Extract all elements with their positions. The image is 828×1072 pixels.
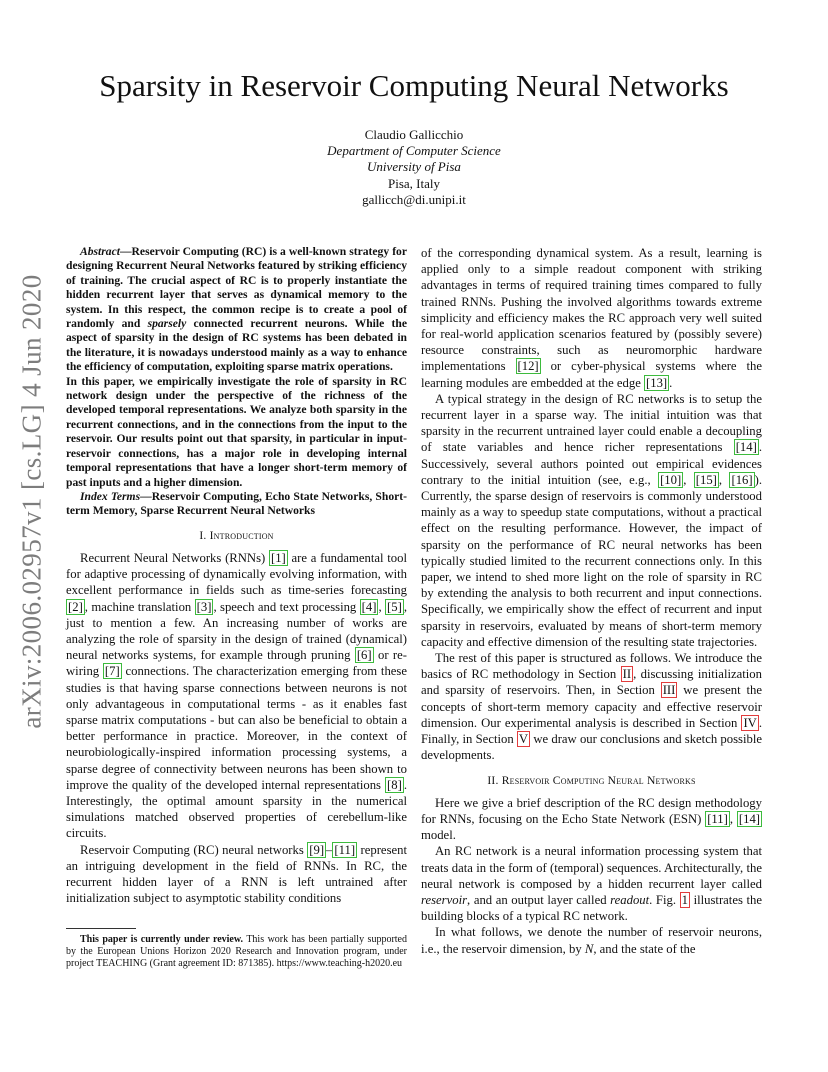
author-university: University of Pisa — [367, 159, 461, 175]
author-location: Pisa, Italy — [388, 175, 440, 191]
intro-paragraph-2: Reservoir Computing (RC) neural networks [9] – [11] represent an intriguing development in the field of RNNs. In RC, the recurrent hidden layer of a RNN is left untrained after initialization subject to asymptotic stability conditions — [66, 842, 408, 906]
section-link[interactable]: V — [518, 732, 529, 747]
index-terms-label: Index Terms — [80, 489, 141, 503]
author-department: Department of Computer Science — [327, 143, 501, 159]
citation-link[interactable]: [8] — [387, 777, 402, 792]
paper-title: Sparsity in Reservoir Computing Neural Networks — [99, 68, 729, 103]
section-link[interactable]: IV — [743, 715, 757, 730]
citation-link[interactable]: [1] — [270, 550, 286, 565]
intro-paragraph-3: A typical strategy in the design of RC networks is to setup the recurrent layer in a sparse way. The initial intuition was that sparsity in the recurrent untrained layer could enable a decoupling of state variables and hence richer representations [14] . Successively, several authors pointed out empirical evidences contrary to the initial intuition (see, e.g., [10] , [15] , [16] ). Currently, the sparse design of reservoirs is commonly understood mainly as a way to speedup state computations, without a practical effect on the resulting performance. However, the impact of sparsity on the performance of RC neural networks has been typically studied limited to the recurrent connections only. In this paper, we intend to shed more light on the role of sparsity in RC by extending the analysis to both recurrent and input connections. Specifically, we empirically show the effect of recurrent and input sparsity in reservoirs, evaluated by means of short-term memory capacity and effective dimension of the resulting state trajectories. — [421, 391, 763, 649]
section-link[interactable]: II — [622, 667, 632, 682]
abstract-paragraph-2: In this paper, we empirically investigate the role of sparsity in RC network design under the perspective of the richness of the developed temporal representations. We analyze both sparsity in the recurrent connections, and in the connections from the input to the reservoir. Our results point out that sparsity, in particular in input-reservoir connections, has a major role in developing internal temporal representations that have a longer short-term memory of past inputs and a higher dimension. — [66, 374, 407, 489]
rc-paragraph-1: Here we give a brief description of the RC design methodology for RNNs, focusing on the Echo State Network (ESN) [11] , [14] model. — [421, 795, 762, 843]
citation-link[interactable]: [14] — [735, 440, 757, 455]
citation-link[interactable]: [7] — [104, 664, 120, 679]
left-column — [66, 245, 407, 969]
intro-paragraph-1: Recurrent Neural Networks (RNNs) [1] are a fundamental tool for adaptive processing of dynamically evolving information, with excellent performance in fields such as time-series forecasting [2] , machine translation [3] , speech and text processing [4] , [5] , just to mention a few. An increasing number of works are analyzing the role of sparsity in the design of trained (dynamical) neural networks systems, for example through pruning [6] or re-wiring [7] connections. The characterization emerging from these studies is that having sparse connections between neurons is not only advantageous in computational terms - as it enables fast sparse matrix computations - but can also be beneficial to obtain a better performance in practice. Moreover, in the context of neurobiologically-inspired information processing systems, a sparse degree of connectivity between neurons has been shown to improve the quality of the developed internal representations [8] . Interestingly, the optimal amount sparsity in the numerical simulations matched observed properties of cerebellum-like circuits. — [66, 550, 407, 841]
citation-link[interactable]: [14] — [738, 811, 761, 826]
citation-link[interactable]: [4] — [361, 599, 377, 614]
right-column — [421, 245, 762, 957]
footnote: This paper is currently under review. This work has been partially supported by the European Unions Horizon 2020 Research and Innovation program, under project TEACHING (Grant agreement ID: 871385). https://www.teaching-h2020.eu — [66, 934, 407, 969]
citation-link[interactable]: [5] — [387, 599, 402, 614]
citation-link[interactable]: [10] — [660, 472, 682, 487]
rc-paragraph-2: An RC network is a neural information processing system that treats data in the form of (temporal) sequences. Architecturally, the neural network is composed by a hidden recurrent layer called reservoir, and an output layer called readout. Fig. 1 illustrates the building blocks of a typical RC network. — [421, 844, 762, 924]
figure-link[interactable]: 1 — [681, 892, 688, 907]
citation-link[interactable]: [12] — [517, 359, 539, 374]
author-name: Claudio Gallicchio — [364, 127, 464, 142]
citation-link[interactable]: [9] — [309, 842, 325, 857]
section-heading-introduction: I. Introduction — [199, 528, 274, 542]
abstract-label: Abstract — [80, 245, 120, 258]
citation-link[interactable]: [11] — [707, 811, 728, 826]
abstract: Abstract—Reservoir Computing (RC) is a well-known strategy for designing Recurrent Neural Networks featured by striking efficiency of training. The crucial aspect of RC is to properly instantiate the hidden recurrent layer that serves as dynamical memory to the system. In this respect, the common recipe is to create a pool of randomly and sparsely connected recurrent neurons. While the aspect of sparsity in the design of RC systems has been debated in the literature, it is nowadays understood mainly as a way to enhance the efficiency of computation, exploiting sparse matrix operations. — [66, 245, 407, 374]
citation-link[interactable]: [11] — [334, 842, 356, 857]
citation-link[interactable]: [13] — [646, 375, 668, 390]
intro-paragraph-2-continued: of the corresponding dynamical system. As a result, learning is applied only to a simple readout component with striking advantages in terms of required training times compared to fully trained RNNs. Pushing the involved algorithms towards extreme simplicity and efficiency makes the RC approach very well suited for real-world application scenarios featured by (possibly severe) resource constraints, such as neuromorphic hardware implementations [12] or cyber-physical systems where the learning modules are embedded at the edge [13] . — [421, 246, 763, 390]
section-heading-reservoir-computing: II. Reservoir Computing Neural Networks — [487, 773, 696, 787]
intro-paragraph-4: The rest of this paper is structured as follows. We introduce the basics of RC methodology in Section II , discussing initialization and sparsity of reservoirs. Then, in Section III we present the concepts of short-term memory capacity and effective reservoir dimension. Our experimental analysis is described in Section IV . Finally, in Section V we draw our conclusions and sketch possible developments. — [421, 651, 762, 763]
citation-link[interactable]: [16] — [731, 472, 753, 487]
arxiv-identifier: arXiv:2006.02957v1 [cs.LG] 4 Jun 2020 — [16, 273, 47, 729]
citation-link[interactable]: [6] — [356, 648, 372, 663]
index-terms: Index Terms—Reservoir Computing, Echo State Networks, Short-term Memory, Sparse Recurrent Neural Networks — [66, 489, 407, 518]
section-link[interactable]: III — [662, 683, 676, 698]
rc-paragraph-3: In what follows, we denote the number of reservoir neurons, i.e., the reservoir dimension, by N, and the state of the — [421, 925, 762, 956]
footnote-rule — [66, 928, 136, 929]
citation-link[interactable]: [15] — [695, 472, 717, 487]
author-block — [0, 127, 828, 208]
author-email: gallicch@di.unipi.it — [362, 191, 466, 207]
citation-link[interactable]: [2] — [68, 599, 83, 614]
citation-link[interactable]: [3] — [196, 599, 212, 614]
